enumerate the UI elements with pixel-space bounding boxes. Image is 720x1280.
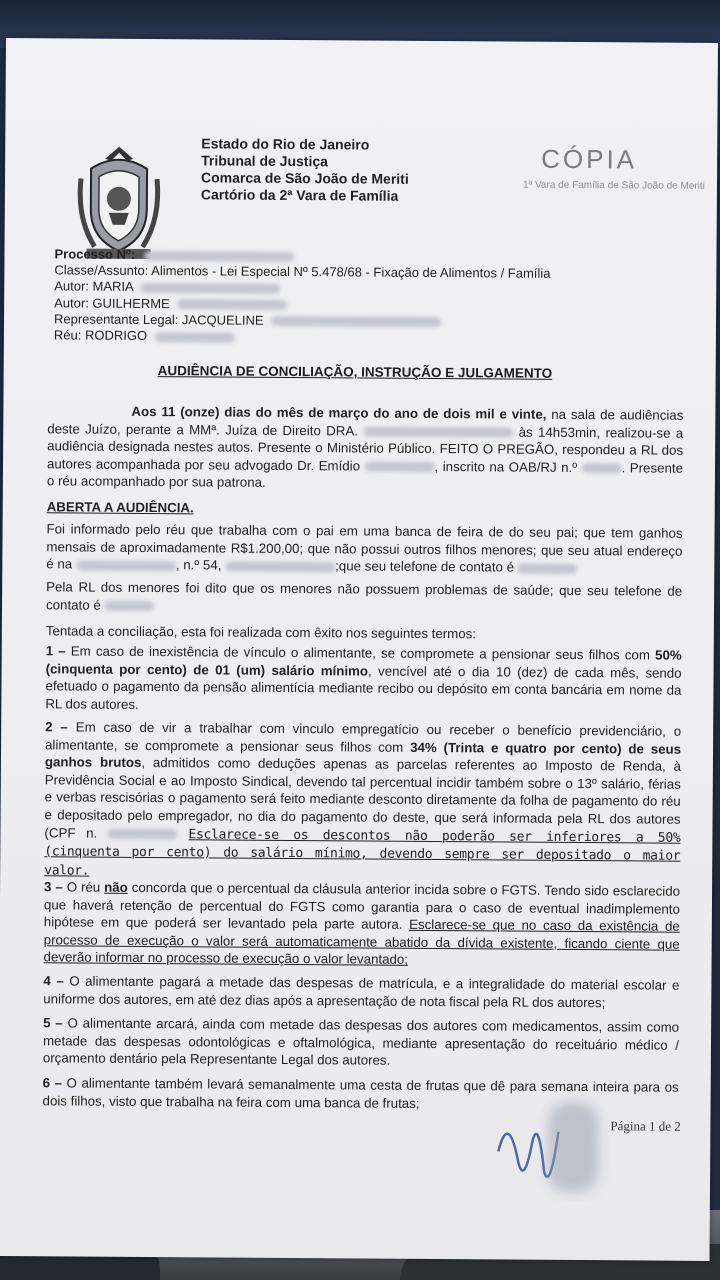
clause-3 bbox=[44, 878, 681, 970]
tentada-paragraph: Tentada a conciliação, esta foi realizada com êxito nos seguintes termos: bbox=[45, 623, 477, 642]
case-fields bbox=[54, 246, 551, 347]
redacted-name bbox=[177, 299, 287, 310]
clause-6-text: O alimentante também levará semanalmente uma cesta de frutas que dê para semana inteira para os dois filhos, visto que trabalha na feira com uma banca de frutas; bbox=[42, 1075, 679, 1111]
header-cartorio: Cartório da 2ª Vara de Família bbox=[200, 186, 399, 204]
redacted-lawyer bbox=[365, 462, 435, 472]
intro-text-1: na sala de audiências deste Juízo, perante a MMª. Juíza de Direito DRA. bbox=[47, 406, 684, 439]
reu-text-2: , n.º 54, bbox=[175, 557, 222, 573]
clause-5 bbox=[43, 1014, 679, 1071]
clause-4-text: O alimentante pagará a metade das despesas de matrícula, e a integralidade do material escolar e uniforme dos autores, em até dez dias após a apresentação de nota fiscal pela RL dos autores; bbox=[43, 973, 680, 1010]
reu-text-1: Foi informado pelo réu que trabalha com o pai em uma banca de feira de do seu pai; que tem ganhos mensais de aproximadamente R$1.200,00; que não possui outros filhos menores; que seu atual endereço é na bbox=[46, 521, 683, 572]
redacted-cpf bbox=[108, 829, 178, 839]
signature-icon bbox=[488, 1091, 619, 1202]
clause-6-number: 6 – bbox=[42, 1075, 63, 1091]
clause-3-number: 3 – bbox=[44, 879, 63, 895]
intro-text-4: . Presente o réu acompanhado por sua patrona. bbox=[46, 460, 684, 491]
redacted-oab bbox=[582, 463, 622, 473]
clause-2-text-a: Em caso de vir a trabalhar com vinculo empregatício ou receber o benefício previdenciário, o alimentante, se compromete a pensionar seus filhos com bbox=[45, 719, 682, 755]
field-classe: Classe/Assunto: Alimentos - Lei Especial Nº 5.478/68 - Fixação de Alimentos / Família bbox=[54, 262, 551, 282]
clause-2-clarification: Esclarece-se os descontos não poderão ser inferiores a 50% (cinquenta por cento) do salário mínimo, devendo sempre ser depositado o maior valor. bbox=[44, 826, 681, 879]
reu-text: Réu: RODRIGO bbox=[53, 327, 148, 344]
autor1-text: Autor: MARIA bbox=[54, 278, 134, 295]
rl-text: Pela RL dos menores foi dito que os menores não possuem problemas de saúde; que seu telefone de contato é bbox=[45, 579, 683, 613]
redacted-name bbox=[141, 283, 281, 294]
clause-2 bbox=[44, 718, 681, 884]
clause-4 bbox=[43, 972, 679, 1012]
copy-stamp: CÓPIA bbox=[541, 143, 638, 175]
rl-paragraph bbox=[46, 578, 682, 618]
redacted-address bbox=[225, 561, 335, 572]
clause-5-text: O alimentante arcará, ainda com metade das despesas dos autores com medicamentos, assim como metade das despesas odontológicas e oftalmológica, mediante apresentação do receituário médico / orçamento dentário pela Representante Legal dos autores. bbox=[42, 1015, 680, 1068]
field-reu bbox=[54, 327, 550, 347]
clause-1-bold: 50% (cinquenta por cento) de 01 (um) salário mínimo bbox=[45, 647, 682, 679]
clause-1-number: 1 – bbox=[45, 643, 66, 659]
header-comarca: Comarca de São João de Meriti bbox=[200, 169, 409, 187]
reu-text-3: ;que seu telefone de contato é bbox=[335, 558, 515, 575]
clause-3-bold: não bbox=[104, 879, 128, 895]
redacted-address bbox=[76, 560, 176, 571]
redacted-name bbox=[155, 332, 235, 343]
processo-label: Processo Nº: bbox=[54, 246, 136, 262]
aberta-heading: ABERTA A AUDIÊNCIA. bbox=[46, 499, 194, 516]
redacted-phone bbox=[518, 563, 578, 573]
page-number: Página 1 de 2 bbox=[610, 1118, 681, 1134]
clause-2-bold: 34% (Trinta e quatro por cento) de seus ganhos brutos bbox=[44, 739, 682, 771]
reu-paragraph bbox=[46, 520, 682, 577]
redacted-process-number bbox=[145, 251, 295, 262]
document-page bbox=[0, 38, 718, 1261]
clause-2-number: 2 – bbox=[45, 719, 68, 735]
header-tribunal: Tribunal de Justiça bbox=[201, 152, 329, 170]
clause-3-text-c: concorda que o percentual da cláusula anterior incida sobre o FGTS. Tendo sido esclarecido que haverá retenção de percentual do FGTS como garantia para o caso de eventual inadimplemento hipótese em que poderá ser levantado pela parte autora. bbox=[43, 879, 681, 933]
intro-text-3: , inscrito na OAB/RJ n.º bbox=[434, 458, 578, 475]
clause-3-text-a: O réu bbox=[62, 879, 105, 895]
clause-2-text-c: , admitidos como deduções apenas as parcelas referentes ao Imposto de Renda, à Previdência Social e ao Imposto Sindical, devendo tal percentual incidir também sobre o 13º salário, férias e verbas rescisórias o pagamento será feito mediante desconto diretamente da folha de pagamento do réu e depositado pelo empregador, no dia do pagamento do deste, que será informada pela RL dos autores (CPF n. bbox=[44, 755, 681, 841]
document-title: AUDIÊNCIA DE CONCILIAÇÃO, INSTRUÇÃO E JULGAMENTO bbox=[157, 363, 553, 381]
header-state: Estado do Rio de Janeiro bbox=[201, 135, 370, 153]
clause-1-text-a: Em caso de inexistência de vínculo o alimentante, se compromete a pensionar seus filhos com bbox=[65, 643, 656, 663]
redacted-name bbox=[271, 316, 441, 327]
intro-text-2: às 14h53min, realizou-se a audiência designada nestes autos. Presente o Ministério Público. FEITO O PREGÃO, respondeu a RL dos autores acompanhada por seu advogado Dr. Emídio bbox=[46, 424, 684, 474]
redacted-judge bbox=[363, 427, 513, 438]
clause-1 bbox=[45, 642, 681, 717]
autor2-text: Autor: GUILHERME bbox=[54, 294, 170, 311]
clause-1-text-c: , vencível até o dia 10 (dez) de cada mês, sendo efetuado o pagamento da pensão alimentícia mediante recibo ou depósito em conta bancária em nome da RL dos autores. bbox=[45, 663, 682, 712]
court-header bbox=[201, 135, 409, 204]
clause-3-clarification: Esclarece-se que no caso da existência de processo de execução o valor será automaticamente abatido da dívida existente, ficando ciente que deverão informar no processo de execução o valor levantado; bbox=[43, 917, 680, 968]
representante-text: Representante Legal: JACQUELINE bbox=[53, 311, 264, 328]
redacted-phone bbox=[104, 601, 154, 611]
copy-stamp-subtitle: 1ª Vara de Família de São João de Meriti bbox=[522, 179, 705, 192]
intro-paragraph bbox=[47, 402, 684, 494]
clause-5-number: 5 – bbox=[43, 1015, 63, 1031]
intro-date: Aos 11 (onze) dias do mês de março do ano de dois mil e vinte, bbox=[131, 403, 547, 422]
clause-4-number: 4 – bbox=[43, 973, 64, 989]
